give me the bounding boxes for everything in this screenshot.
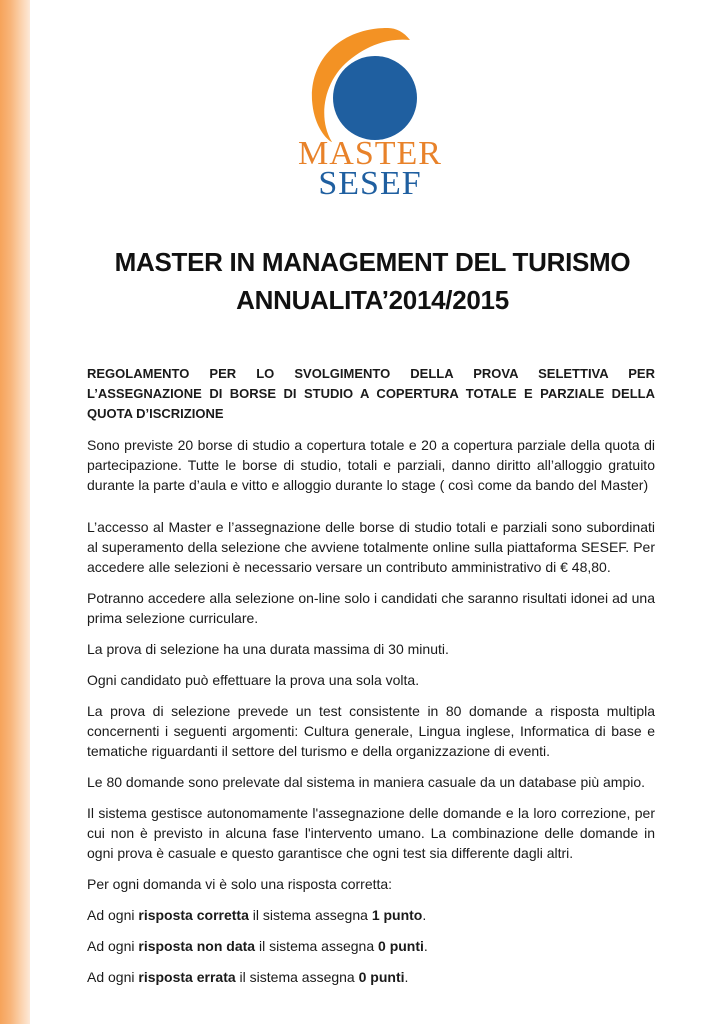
logo-text-sesef: SESEF	[318, 165, 422, 202]
paragraph-test-content: La prova di selezione prevede un test consistente in 80 domande a risposta multipla concernenti i seguenti argomenti: Cultura generale, Lingua inglese, Informatica di base e tematiche riguardanti il settore del turismo e della organizzazione di eventi.	[87, 703, 655, 759]
paragraph-single-attempt: Ogni candidato può effettuare la prova una sola volta.	[87, 672, 420, 688]
decorative-side-bar	[0, 0, 30, 1024]
paragraph-one-answer: Per ogni domanda vi è solo una risposta corretta:	[87, 876, 393, 892]
paragraph-scholarships: Sono previste 20 borse di studio a copertura totale e 20 a copertura parziale della quota di partecipazione. Tutte le borse di studio, totali e parziali, danno diritto all’alloggio gratuito durante la parte d’aula e vitto e alloggio durante lo stage ( così come da bando del Master)	[87, 437, 655, 493]
paragraph-question-pool: Le 80 domande sono prelevate dal sistema in maniera casuale da un database più ampio.	[87, 774, 646, 790]
scoring-correct-label: risposta corretta	[138, 907, 249, 923]
scoring-correct	[87, 905, 655, 925]
paragraph-eligibility: Potranno accedere alla selezione on-line solo i candidati che saranno risultati idonei ad una prima selezione curriculare.	[87, 590, 655, 626]
scoring-prefix: Ad ogni	[87, 938, 139, 954]
scoring-end: .	[404, 969, 409, 985]
scoring-end: .	[423, 938, 428, 954]
scoring-middle: il sistema assegna	[248, 907, 372, 923]
regulation-heading: REGOLAMENTO PER LO SVOLGIMENTO DELLA PROVA SELETTIVA PER L’ASSEGNAZIONE DI BORSE DI STUDIO A COPERTURA TOTALE E PARZIALE DELLA QUOTA D’ISCRIZIONE	[87, 366, 655, 421]
scoring-middle: il sistema assegna	[255, 938, 379, 954]
scoring-wrong-label: risposta errata	[138, 969, 236, 985]
scoring-end: .	[422, 907, 427, 923]
scoring-blank-label: risposta non data	[138, 938, 256, 954]
scoring-prefix: Ad ogni	[87, 969, 139, 985]
paragraph-duration: La prova di selezione ha una durata massima di 30 minuti.	[87, 641, 449, 657]
paragraph-access: L’accesso al Master e l’assegnazione delle borse di studio totali e parziali sono subordinati al superamento della selezione che avviene totalmente online sulla piattaforma SESEF. Per accedere alle selezioni è necessario versare un contributo amministrativo di € 48,80.	[87, 519, 655, 575]
logo-text-master: MASTER	[298, 135, 442, 172]
paragraph-system: Il sistema gestisce autonomamente l'assegnazione delle domande e la loro correzione, per cui non è previsto in alcuna fase l'intervento umano. La combinazione delle domande in ogni prova è casuale e questo garantisce che ogni test sia differente dagli altri.	[87, 805, 655, 861]
scoring-blank	[87, 936, 655, 956]
scoring-wrong	[87, 967, 655, 987]
document-title-line1: MASTER IN MANAGEMENT DEL TURISMO	[114, 247, 631, 277]
document-title-line2: ANNUALITA’2014/2015	[236, 285, 509, 315]
scoring-wrong-points: 0 punti	[358, 969, 405, 985]
scoring-middle: il sistema assegna	[235, 969, 359, 985]
scoring-prefix: Ad ogni	[87, 907, 139, 923]
scoring-correct-points: 1 punto	[371, 907, 423, 923]
scoring-blank-points: 0 punti	[378, 938, 424, 954]
document-body	[87, 364, 655, 987]
